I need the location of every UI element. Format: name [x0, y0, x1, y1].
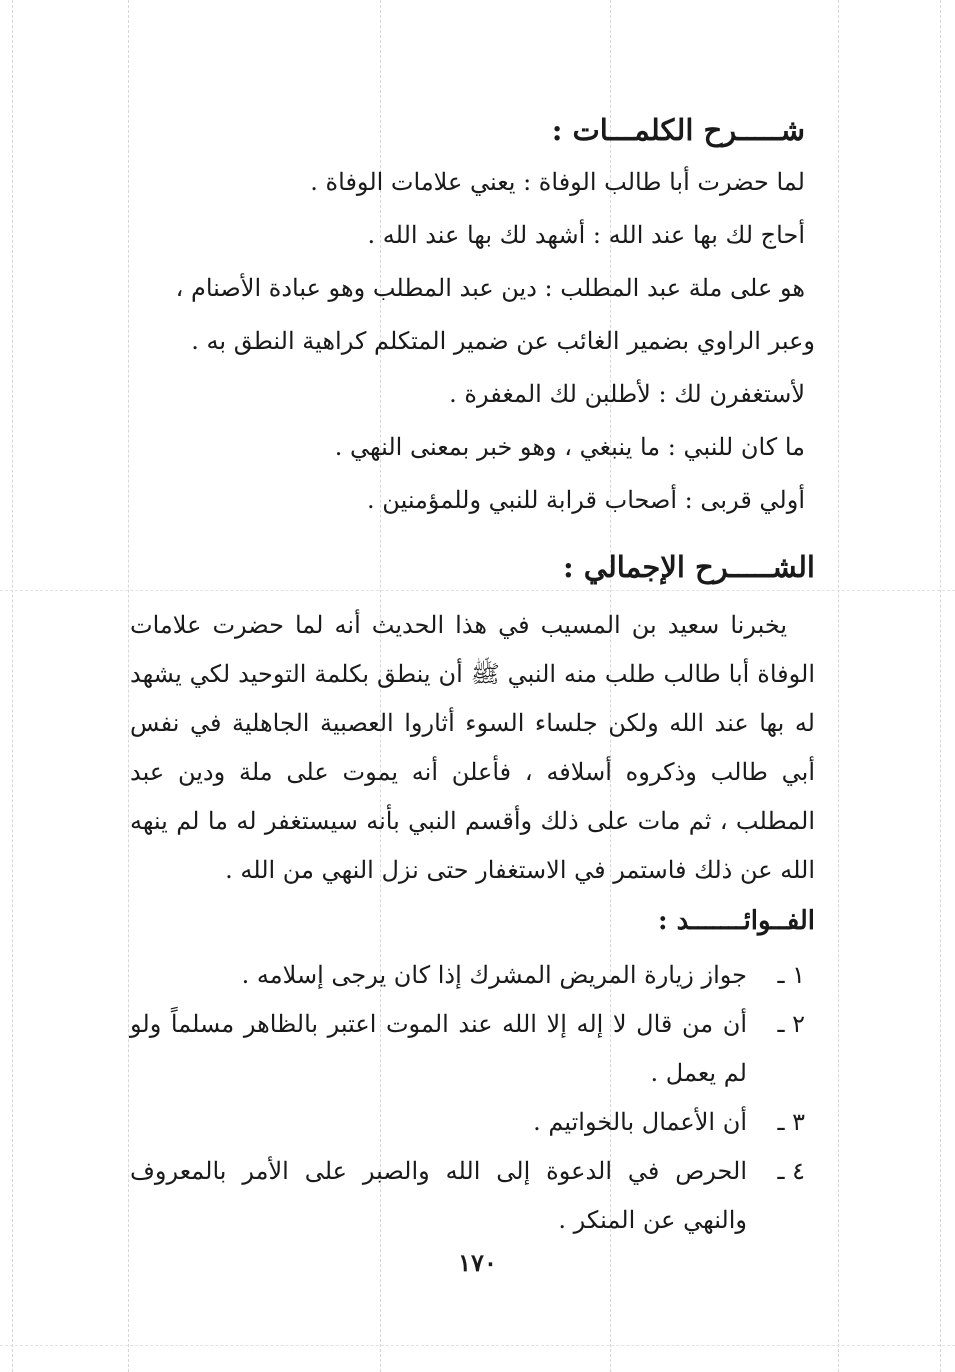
gloss-line: ما كان للنبي : ما ينبغي ، وهو خبر بمعنى النهي . — [334, 433, 805, 461]
scan-grid-line — [838, 0, 839, 1372]
word-explanation-heading: شـــــرح الكلمـــات : — [551, 113, 805, 147]
gloss-line: أولي قربى : أصحاب قرابة للنبي وللمؤمنين . — [367, 486, 805, 514]
benefits-heading: الفــوائـــــــد : — [657, 906, 815, 936]
item-text: الحرص في الدعوة إلى الله والصبر على الأمر بالمعروف والنهي عن المنكر . — [130, 1157, 747, 1234]
item-text: أن من قال لا إله إلا الله عند الموت اعتبر بالظاهر مسلماً ولو لم يعمل . — [130, 1010, 747, 1087]
list-item — [130, 1098, 815, 1147]
item-number: ٢ ـ — [777, 1010, 805, 1038]
item-number: ١ ـ — [777, 961, 805, 989]
paragraph-text: يخبرنا سعيد بن المسيب في هذا الحديث أنه لما حضرت علامات الوفاة أبا طالب طلب منه النبي ﷺ أن ينطق بكلمة التوحيد لكي يشهد له بها عند الله ولكن جلساء السوء أثاروا العصبية الجاهلية في نفس أبي طالب وذكروه أسلافه ، فأعلن أنه يموت على ملة ودين عبد المطلب ، ثم مات على ذلك وأقسم النبي بأنه سيستغفر له ما لم ينهه الله عن ذلك فاستمر في الاستغفار حتى نزل النهي من الله . — [130, 611, 815, 884]
scan-grid-line — [0, 1345, 955, 1346]
list-item — [130, 1147, 815, 1245]
page-content — [130, 100, 815, 1245]
list-item — [130, 951, 815, 1000]
word-glossary — [130, 156, 815, 527]
gloss-line: أحاج لك بها عند الله : أشهد لك بها عند الله . — [367, 221, 805, 249]
list-item — [130, 1000, 815, 1098]
gloss-line: لما حضرت أبا طالب الوفاة : يعني علامات الوفاة . — [310, 168, 805, 196]
scan-grid-line — [12, 0, 13, 1372]
item-number: ٣ ـ — [777, 1108, 805, 1136]
benefits-list — [130, 951, 815, 1245]
item-number: ٤ ـ — [777, 1157, 805, 1185]
general-explanation-heading: الشـــــرح الإجمالي : — [563, 550, 815, 584]
item-text: جواز زيارة المريض المشرك إذا كان يرجى إسلامه . — [241, 961, 747, 989]
gloss-line: وعبر الراوي بضمير الغائب عن ضمير المتكلم كراهية النطق به . — [191, 327, 815, 355]
scan-grid-line — [940, 0, 941, 1372]
item-text: أن الأعمال بالخواتيم . — [533, 1108, 747, 1136]
scan-grid-line — [128, 0, 129, 1372]
gloss-line: لأستغفرن لك : لأطلبن لك المغفرة . — [449, 380, 805, 408]
page-number: ١٧٠ — [458, 1248, 497, 1277]
general-explanation-paragraph — [130, 601, 815, 895]
gloss-line: هو على ملة عبد المطلب : دين عبد المطلب وهو عبادة الأصنام ، — [175, 274, 805, 302]
